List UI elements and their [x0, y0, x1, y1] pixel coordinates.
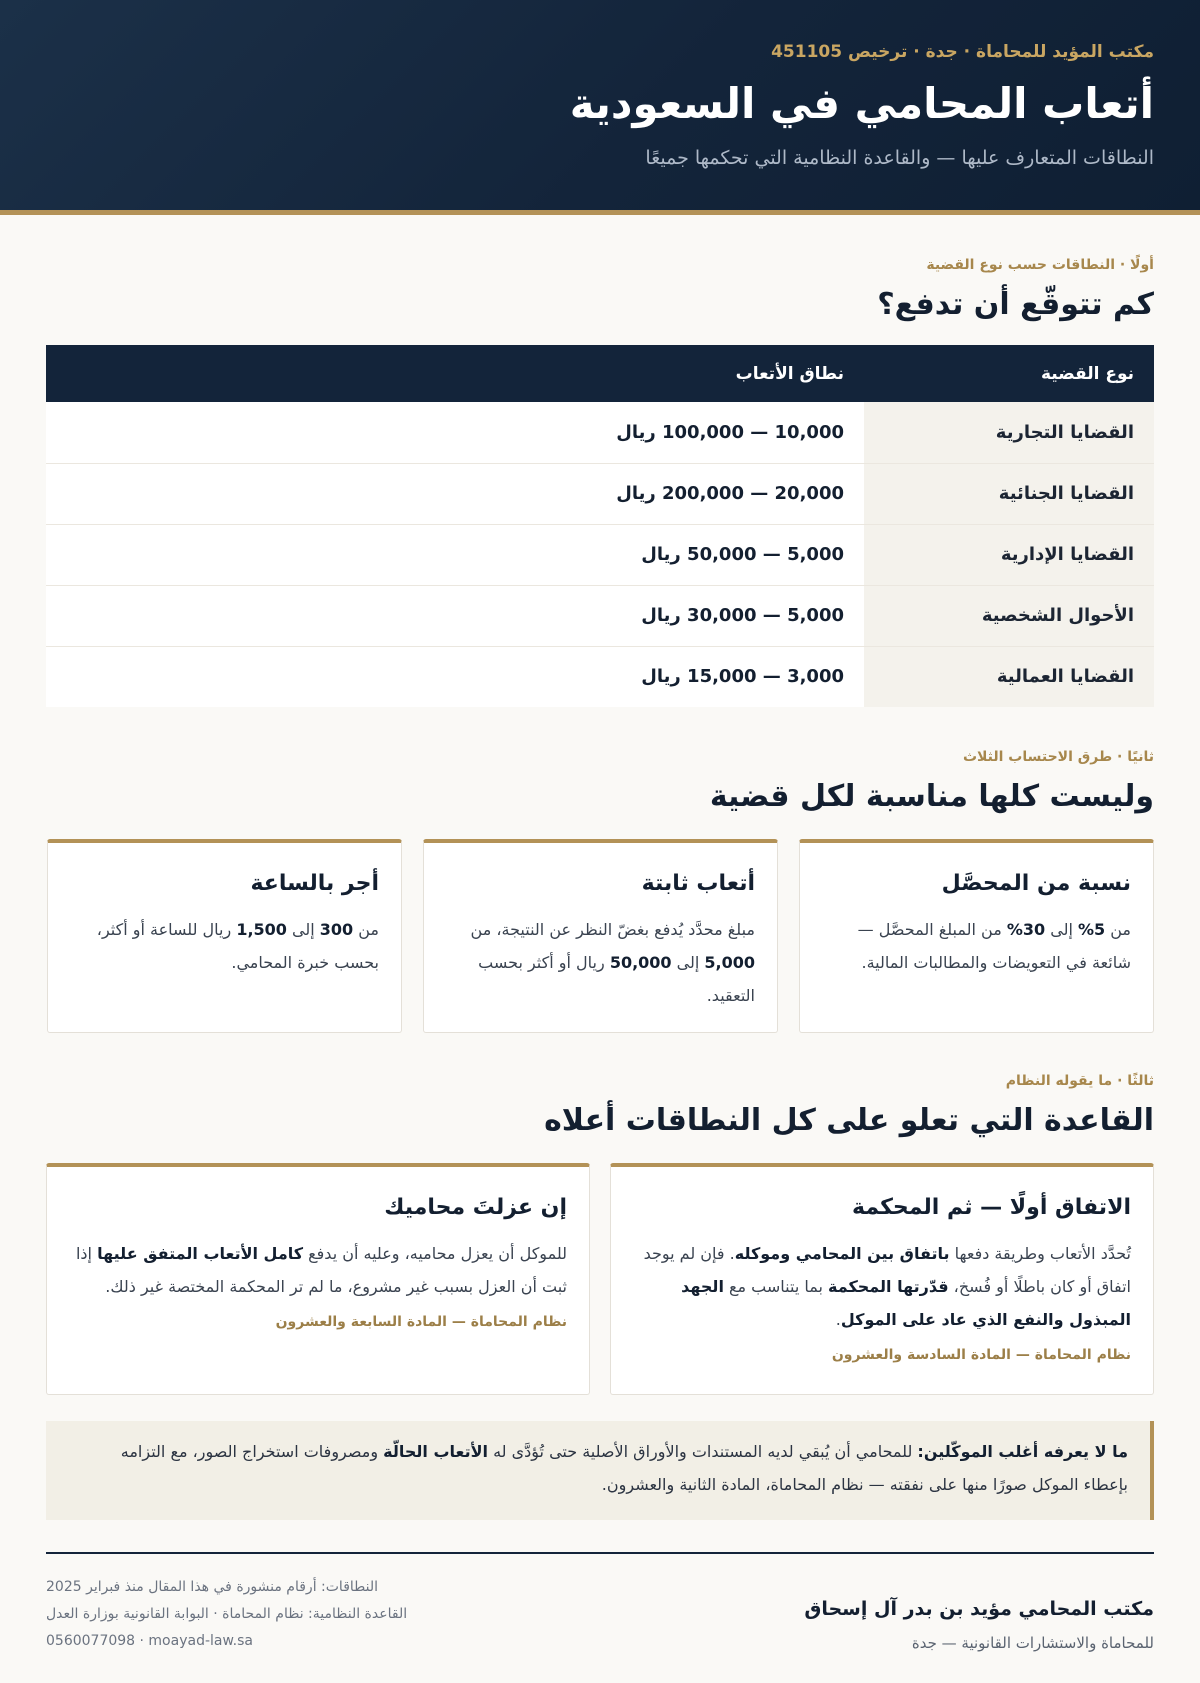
- card-text: ريال للساعة أو أكثر، بحسب خبرة المحامي.: [96, 920, 379, 972]
- rule-cards: [46, 1163, 1154, 1395]
- card-title: إن عزلتَ محاميك: [384, 1195, 567, 1220]
- card-text: .: [835, 1310, 841, 1329]
- section-title: وليست كلها مناسبة لكل قضية: [709, 779, 1154, 814]
- case-type-cell: القضايا التجارية: [864, 402, 1154, 463]
- column-header-case-type: نوع القضية: [864, 345, 1154, 402]
- fee-range-cell: 3,000 — 15,000 ريال: [46, 646, 864, 707]
- card-text: إلى: [1045, 920, 1078, 939]
- method-cards: [46, 839, 1154, 1033]
- card-text: إلى: [286, 920, 320, 939]
- card-highlight: 1,500: [236, 920, 287, 939]
- table-row: [46, 585, 1154, 646]
- fee-range-cell: 5,000 — 50,000 ريال: [46, 524, 864, 585]
- card-highlight: 30%: [1006, 920, 1046, 939]
- section-fee-ranges: [46, 215, 1154, 707]
- section-calculation-methods: [46, 707, 1154, 1033]
- table-row: [46, 524, 1154, 585]
- firm-name: مكتب المحامي مؤيد بن بدر آل إسحاق: [804, 1598, 1154, 1620]
- card-text: من: [1105, 920, 1131, 939]
- section-eyebrow: ثانيًا · طرق الاحتساب الثلاث: [962, 749, 1154, 765]
- firm-subtitle: للمحاماة والاستشارات القانونية — جدة: [911, 1634, 1154, 1652]
- fee-ranges-table: [46, 345, 1154, 707]
- section-legal-rule: [46, 1033, 1154, 1395]
- page-subtitle: النطاقات المتعارف عليها — والقاعدة النظامية التي تحكمها جميعًا: [645, 147, 1154, 169]
- footer-contact[interactable]: 0560077098 · moayad-law.sa: [46, 1633, 253, 1649]
- card-text: ريال أو أكثر بحسب التعقيد.: [478, 953, 755, 1005]
- card-body: [69, 1237, 567, 1303]
- card-highlight: 300: [319, 920, 354, 939]
- table-row: [46, 463, 1154, 524]
- card-text: مبلغ محدَّد يُدفع بغضّ النظر عن النتيجة، من: [470, 920, 755, 939]
- method-card-hourly: [47, 839, 402, 1033]
- table-header-row: [46, 345, 1154, 402]
- note-text: للمحامي أن يُبقي لديه المستندات والأوراق الأصلية حتى تُؤدَّى له: [487, 1442, 918, 1461]
- rule-card-dismissal: [46, 1163, 590, 1395]
- fee-range-cell: 20,000 — 200,000 ريال: [46, 463, 864, 524]
- column-header-fee-range: نطاق الأتعاب: [46, 345, 864, 402]
- card-body: [70, 913, 379, 979]
- card-highlight: 50,000: [609, 953, 672, 972]
- card-highlight: قدّرتها المحكمة: [828, 1277, 949, 1296]
- card-body: [446, 913, 755, 1012]
- case-type-cell: القضايا العمالية: [864, 646, 1154, 707]
- card-highlight: باتفاق بين المحامي وموكله: [734, 1244, 950, 1263]
- rule-card-agreement: [610, 1163, 1154, 1395]
- section-eyebrow: ثالثًا · ما يقوله النظام: [1005, 1073, 1154, 1089]
- method-card-percentage: [799, 839, 1154, 1033]
- fee-range-cell: 10,000 — 100,000 ريال: [616, 421, 844, 443]
- card-text: . فإن لم يوجد اتفاق أو كان باطلًا أو فُسخ،: [643, 1244, 1131, 1296]
- case-type-cell: الأحوال الشخصية: [864, 585, 1154, 646]
- card-text: من: [353, 920, 379, 939]
- card-title: أجر بالساعة: [250, 871, 379, 896]
- note-lead: ما لا يعرفه أغلب الموكّلين:: [917, 1442, 1128, 1461]
- card-text: بما يتناسب مع: [723, 1277, 829, 1296]
- card-highlight: 5,000: [704, 953, 755, 972]
- page-title: أتعاب المحامي في السعودية: [569, 79, 1154, 128]
- footer-meta-ranges: النطاقات: أرقام منشورة في هذا المقال منذ فبراير 2025: [46, 1579, 379, 1595]
- footer-meta-legal: القاعدة النظامية: نظام المحاماة · البوابة القانونية بوزارة العدل: [46, 1606, 408, 1622]
- card-text: من المبلغ المحصَّل — شائعة في التعويضات والمطالبات المالية.: [857, 920, 1131, 972]
- card-text: إلى: [671, 953, 705, 972]
- section-title: القاعدة التي تعلو على كل النطاقات أعلاه: [544, 1103, 1154, 1138]
- card-title: الاتفاق أولًا — ثم المحكمة: [852, 1195, 1131, 1220]
- card-highlight: الجهد المبذول والنفع الذي عاد على الموكل: [681, 1277, 1131, 1329]
- main-content: [0, 215, 1200, 1655]
- card-highlight: كامل الأتعاب المتفق عليها: [97, 1244, 304, 1263]
- method-card-fixed: [423, 839, 778, 1033]
- section-eyebrow: أولًا · النطاقات حسب نوع القضية: [926, 257, 1154, 273]
- card-text: إذا ثبت أن العزل بسبب غير مشروع، ما لم تر المحكمة المختصة غير ذلك.: [75, 1244, 567, 1296]
- card-highlight: 5%: [1077, 920, 1106, 939]
- section-title: كم تتوقّع أن تدفع؟: [877, 287, 1154, 322]
- table-row: [46, 402, 1154, 463]
- card-source: نظام المحاماة — المادة السادسة والعشرون: [831, 1347, 1131, 1363]
- card-text: للموكل أن يعزل محاميه، وعليه أن يدفع: [303, 1244, 567, 1263]
- card-body: [822, 913, 1131, 979]
- card-body: [633, 1237, 1131, 1336]
- card-title: نسبة من المحصَّل: [941, 871, 1131, 896]
- case-type-cell: القضايا الإدارية: [864, 524, 1154, 585]
- table-row: [46, 646, 1154, 707]
- card-text: تُحدَّد الأتعاب وطريقة دفعها: [949, 1244, 1131, 1263]
- page-footer: [46, 1552, 1154, 1655]
- page-header: [0, 0, 1200, 215]
- header-eyebrow: مكتب المؤيد للمحاماة · جدة · ترخيص 451105: [771, 42, 1154, 62]
- fee-range-cell: 5,000 — 30,000 ريال: [46, 585, 864, 646]
- note-highlight: الأتعاب الحالّة: [383, 1442, 488, 1461]
- case-type-cell: القضايا الجنائية: [864, 463, 1154, 524]
- note-text: ومصروفات استخراج الصور، مع التزامه بإعطاء الموكل صورًا منها على نفقته — نظام المحاماة، المادة الثانية والعشرون.: [120, 1442, 1128, 1494]
- firm-info: [804, 1595, 1154, 1655]
- card-source: نظام المحاماة — المادة السابعة والعشرون: [275, 1314, 567, 1330]
- footer-meta: [46, 1574, 407, 1655]
- card-title: أتعاب ثابتة: [641, 871, 755, 896]
- client-note: [46, 1421, 1154, 1520]
